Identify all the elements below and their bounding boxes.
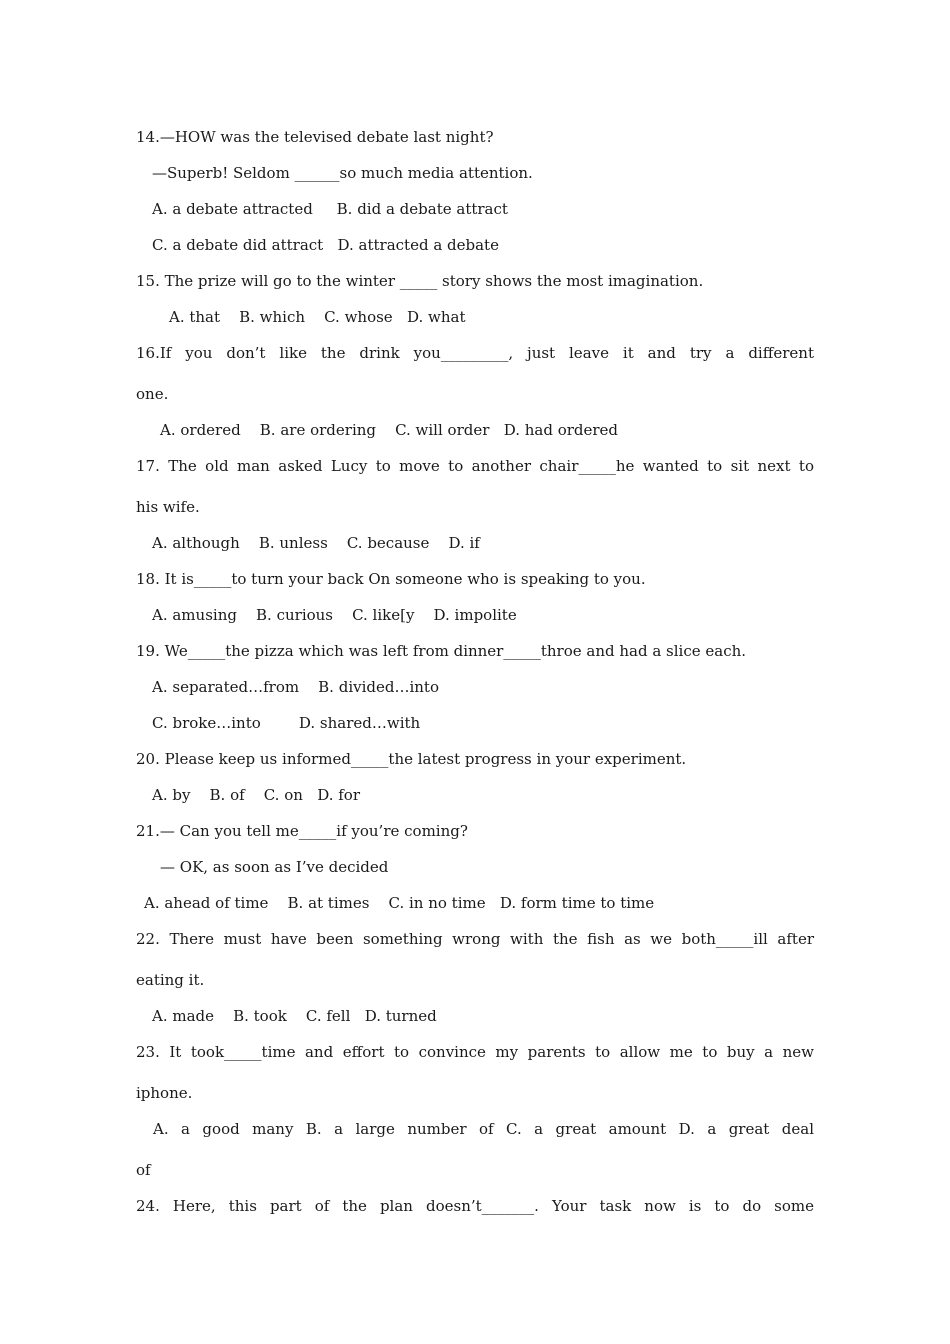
question-15-stem: 15. The prize will go to the winter _____ story shows the most imagination. [136, 272, 704, 290]
question-15-options: A. that B. which C. whose D. what [169, 308, 466, 326]
question-21-options: A. ahead of time B. at times C. in no time D. form time to time [144, 894, 655, 912]
question-14-reply: —Superb! Seldom ______so much media attention. [152, 164, 533, 182]
question-14-options-cd: C. a debate did attract D. attracted a debate [152, 236, 499, 254]
question-16-options: A. ordered B. are ordering C. will order D. had ordered [160, 421, 619, 439]
question-23-options-cont: of [136, 1161, 151, 1179]
question-14-options-ab: A. a debate attracted B. did a debate attract [152, 200, 508, 218]
question-23-options: A. a good many B. a large number of C. a great amount D. a great deal [153, 1120, 814, 1138]
question-20-options: A. by B. of C. on D. for [152, 786, 360, 804]
question-24-stem: 24. Here, this part of the plan doesn’t_______. Your task now is to do some [136, 1197, 814, 1215]
question-19-stem: 19. We_____the pizza which was left from dinner_____throe and had a slice each. [136, 642, 747, 660]
question-21-stem: 21.— Can you tell me_____if you’re coming? [136, 822, 468, 840]
question-17-stem-cont: his wife. [136, 498, 200, 516]
question-22-stem: 22. There must have been something wrong with the fish as we both_____ill after [136, 930, 814, 948]
question-17-stem: 17. The old man asked Lucy to move to another chair_____he wanted to sit next to [136, 457, 814, 475]
question-18-stem: 18. It is_____to turn your back On someone who is speaking to you. [136, 570, 646, 588]
question-16-stem-cont: one. [136, 385, 169, 403]
question-21-reply: — OK, as soon as I’ve decided [160, 858, 389, 876]
question-19-options-cd: C. broke…into D. shared…with [152, 714, 421, 732]
question-19-options-ab: A. separated…from B. divided…into [152, 678, 439, 696]
question-17-options: A. although B. unless C. because D. if [152, 534, 480, 552]
question-14-stem: 14.—HOW was the televised debate last night? [136, 128, 494, 146]
question-22-stem-cont: eating it. [136, 971, 205, 989]
question-16-stem: 16.If you don’t like the drink you_________, just leave it and try a different [136, 344, 814, 362]
question-23-stem: 23. It took_____time and effort to convince my parents to allow me to buy a new [136, 1043, 814, 1061]
question-18-options: A. amusing B. curious C. like[y D. impolite [152, 606, 517, 624]
question-20-stem: 20. Please keep us informed_____the latest progress in your experiment. [136, 750, 687, 768]
question-22-options: A. made B. took C. fell D. turned [152, 1007, 437, 1025]
question-23-stem-cont: iphone. [136, 1084, 193, 1102]
